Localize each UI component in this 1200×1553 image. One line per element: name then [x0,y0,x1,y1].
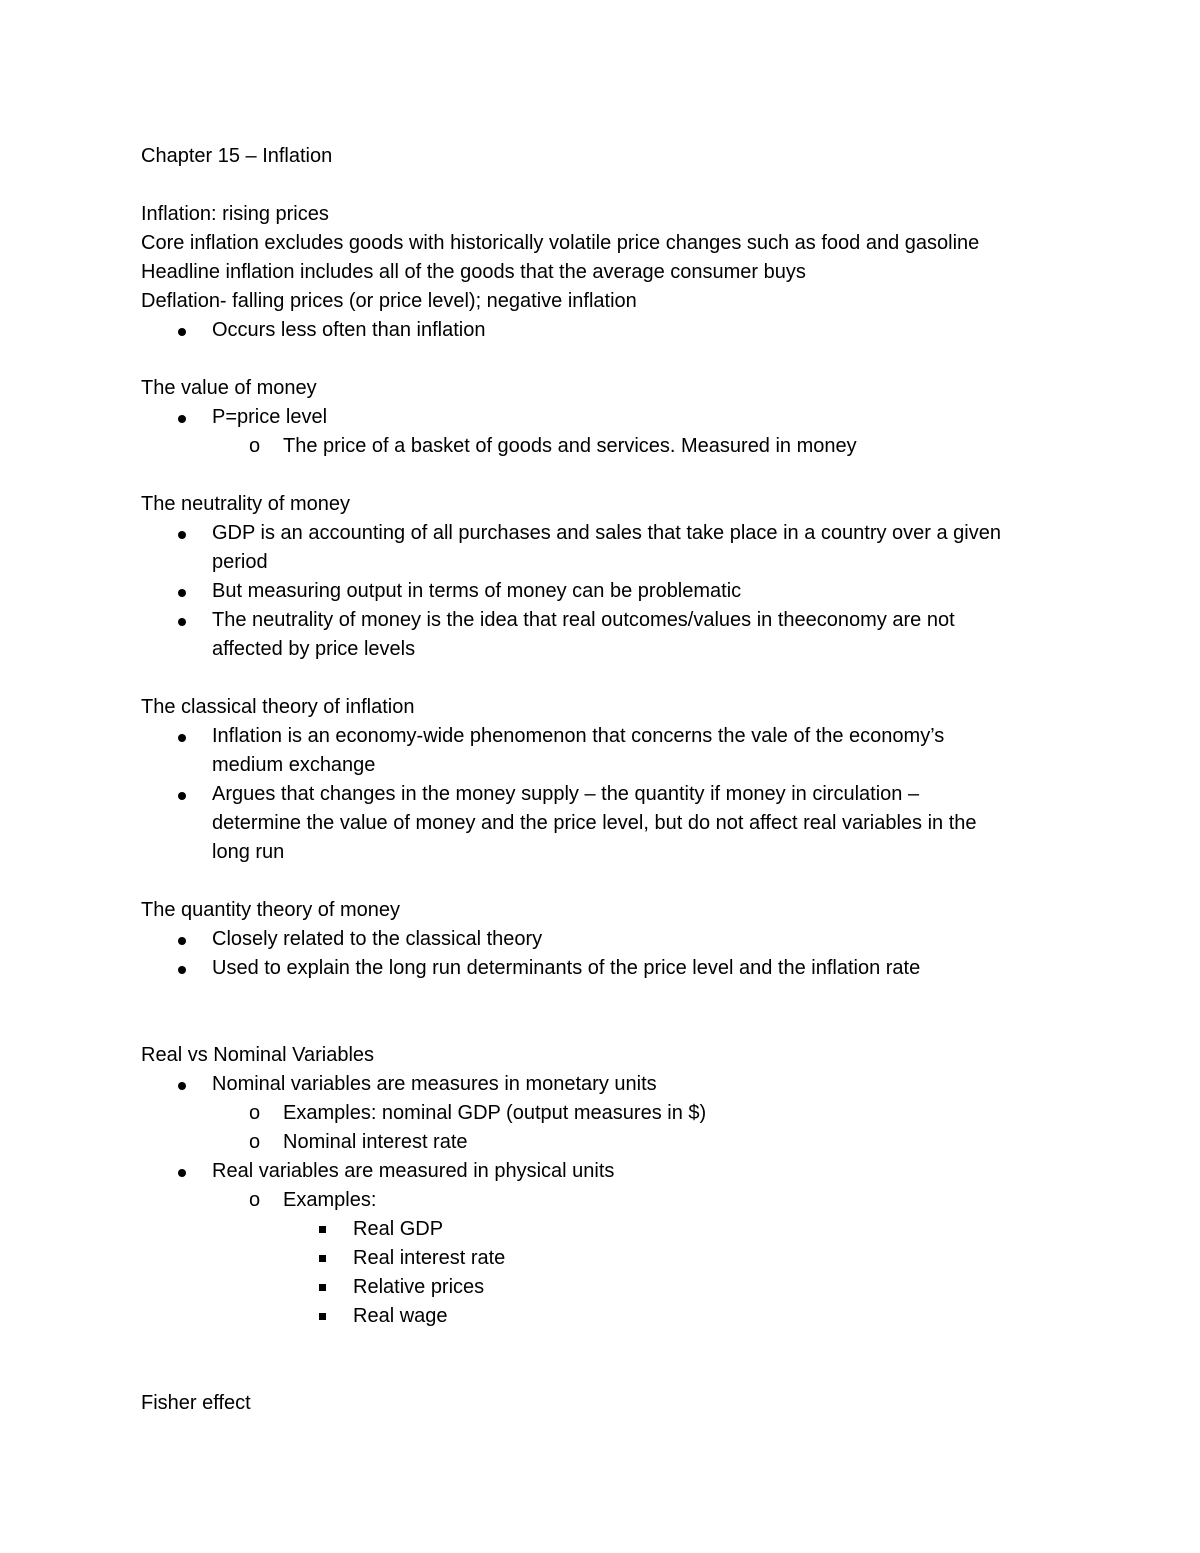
bullet-dot-icon [178,618,186,626]
list-item: Real variables are measured in physical units [141,1157,1061,1186]
list-item: Relative prices [141,1273,1061,1302]
headline-inflation-line: Headline inflation includes all of the goods that the average consumer buys [141,261,806,283]
bullet-dot-icon [178,792,186,800]
list-item: o Examples: nominal GDP (output measures in $) [141,1099,1061,1128]
list-item: Inflation is an economy-wide phenomenon that concerns the vale of the economy’s medium exchange [141,722,1061,780]
deflation-list [141,316,1061,345]
value-of-money-list [141,403,1061,461]
bullet-square-icon [319,1313,326,1320]
bullet-circle-icon: o [249,1131,261,1153]
list-item: Real interest rate [141,1244,1061,1273]
section-heading-quantity: The quantity theory of money [141,899,401,921]
bullet-dot-icon [178,531,186,539]
bullet-dot-icon [178,328,186,336]
bullet-square-icon [319,1255,326,1262]
classical-list [141,722,1061,867]
bullet-square-icon [319,1284,326,1291]
section-heading-real-nominal: Real vs Nominal Variables [141,1044,375,1066]
list-item: P=price level [141,403,1061,432]
bullet-dot-icon [178,734,186,742]
bullet-dot-icon [178,1082,186,1090]
bullet-dot-icon [178,589,186,597]
section-heading-value-of-money: The value of money [141,377,317,399]
bullet-square-icon [319,1226,326,1233]
list-item: Real GDP [141,1215,1061,1244]
list-item: o The price of a basket of goods and services. Measured in money [141,432,1061,461]
list-item: GDP is an accounting of all purchases and sales that take place in a country over a given period [141,519,1061,577]
section-heading-neutrality: The neutrality of money [141,493,350,515]
bullet-dot-icon [178,1169,186,1177]
bullet-dot-icon [178,415,186,423]
inflation-definition: Inflation: rising prices [141,203,329,225]
bullet-circle-icon: o [249,1189,261,1211]
bullet-dot-icon [178,966,186,974]
core-inflation-line: Core inflation excludes goods with historically volatile price changes such as food and gasoline [141,232,980,254]
list-item: The neutrality of money is the idea that real outcomes/values in theeconomy are not affected by price levels [141,606,1061,664]
quantity-list [141,925,1061,983]
list-item: Occurs less often than inflation [141,316,1061,345]
bullet-dot-icon [178,937,186,945]
bullet-circle-icon: o [249,1102,261,1124]
section-heading-fisher: Fisher effect [141,1392,251,1414]
real-nominal-list [141,1070,1061,1331]
document-page [141,142,1061,1418]
section-heading-classical: The classical theory of inflation [141,696,415,718]
list-item: Nominal variables are measures in monetary units [141,1070,1061,1099]
document-title: Chapter 15 – Inflation [141,145,333,167]
bullet-circle-icon: o [249,435,261,457]
list-item: Closely related to the classical theory [141,925,1061,954]
neutrality-list [141,519,1061,664]
list-item: Real wage [141,1302,1061,1331]
list-item: Argues that changes in the money supply – the quantity if money in circulation – determine the value of money and the price level, but do not affect real variables in the long run [141,780,1061,867]
list-item: o Nominal interest rate [141,1128,1061,1157]
list-item: Used to explain the long run determinants of the price level and the inflation rate [141,954,1061,983]
deflation-line: Deflation- falling prices (or price level); negative inflation [141,290,637,312]
list-item: o Examples: [141,1186,1061,1215]
list-item: But measuring output in terms of money can be problematic [141,577,1061,606]
